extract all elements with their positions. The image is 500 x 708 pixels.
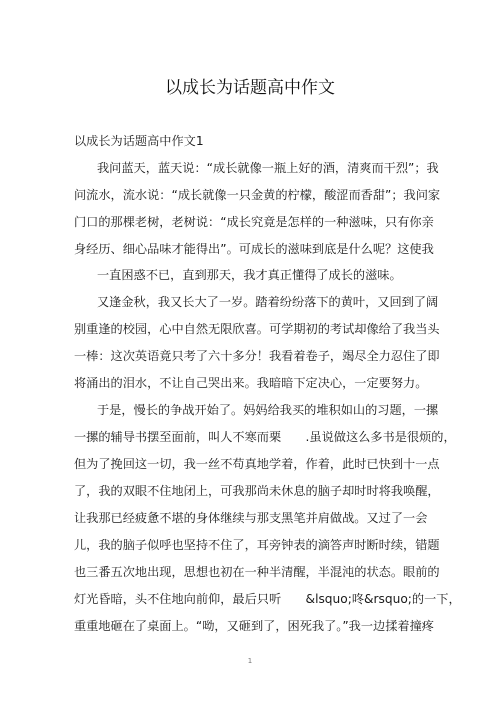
paragraph-line: 一摞的辅导书摆至面前，叫人不寒而栗 .虽说做这么多书是很烦的， — [74, 430, 456, 444]
paragraph-line: 也三番五次地出现，思想也初在一种半清醒，半混沌的状态。眼前的 — [74, 565, 440, 579]
paragraph-line: 又逢金秋，我又长大了一岁。踏着纷纷落下的黄叶，又回到了阔 — [97, 295, 439, 309]
page-title: 以成长为话题高中作文 — [165, 78, 335, 98]
paragraph-line: 重重地砸在了桌面上。“呦，又砸到了，困死我了。”我一边揉着撞疼 — [74, 619, 434, 633]
paragraph-line: 一直困惑不已，直到那天，我才真正懂得了成长的滋味。 — [97, 268, 402, 282]
paragraph-line: 别重逢的校园，心中自然无限欣喜。可学期初的考试却像给了我当头 — [74, 322, 440, 336]
paragraph-line: 问流水，流水说：“成长就像一只金黄的柠檬，酸涩而香甜”；我问家 — [74, 188, 441, 202]
paragraph-line: 将涌出的泪水，不让自己哭出来。我暗暗下定决心，一定要努力。 — [74, 376, 428, 390]
section-heading: 以成长为话题高中作文1 — [74, 134, 204, 148]
paragraph-line: 让我那已经疲惫不堪的身体继续与那支黑笔并肩做战。又过了一会 — [74, 511, 428, 525]
page-number: 1 — [247, 657, 253, 665]
paragraph-line: 了，我的双眼不住地闭上，可我那尚未休息的脑子却时时将我唤醒， — [74, 484, 440, 498]
paragraph-line: 但为了挽回这一切，我一丝不苟真地学着，作着，此时已快到十一点 — [74, 457, 440, 471]
paragraph-line: 我问蓝天，蓝天说：“成长就像一瓶上好的酒，清爽而干烈”；我 — [97, 161, 439, 175]
paragraph-line: 儿，我的脑子似呼也坚持不住了，耳旁钟表的滴答声时断时续，错题 — [74, 538, 440, 552]
paragraph-line: 门口的那棵老树，老树说：“成长究竟是怎样的一种滋味，只有你亲 — [74, 215, 434, 229]
paragraph-line: 身经历、细心品味才能得出”。可成长的滋味到底是什么呢？这使我 — [74, 242, 434, 256]
paragraph-line: 于是，慢长的争战开始了。妈妈给我买的堆积如山的习题，一摞 — [97, 403, 439, 417]
paragraph-line: 灯光昏暗，头不住地向前仰，最后只听 &lsquo;咚&rsquo;的一下， — [74, 592, 461, 606]
paragraph-line: 一棒：这次英语竟只考了六十多分！我看着卷子，竭尽全力忍住了即 — [74, 349, 440, 363]
